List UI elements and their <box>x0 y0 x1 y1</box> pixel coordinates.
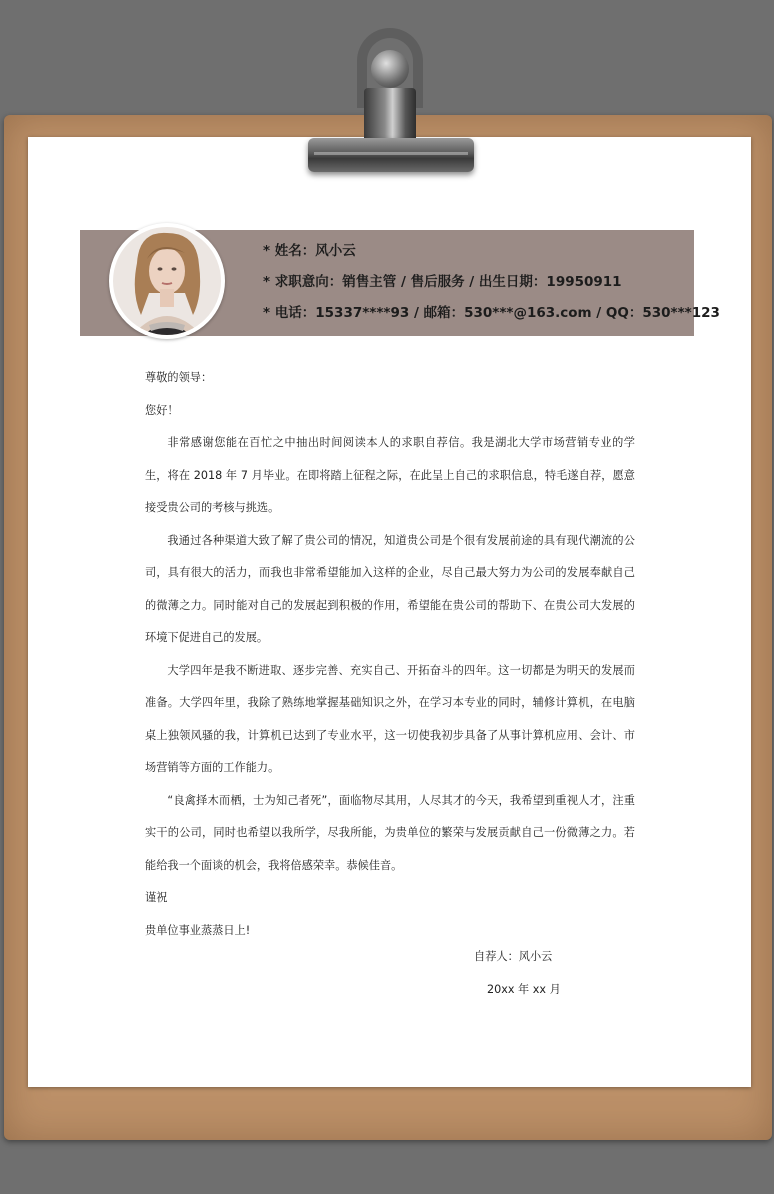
clip-base <box>308 138 474 172</box>
contact-line: * 电话：15337****93 / 邮箱：530***@163.com / QQ：530***123 <box>263 305 720 321</box>
clip-body <box>364 88 416 140</box>
closing: 谨祝 <box>145 891 168 904</box>
date: 20xx 年 xx 月 <box>487 983 561 996</box>
job-intent-line: * 求职意向：销售主管 / 售后服务 / 出生日期：19950911 <box>263 274 622 290</box>
avatar <box>109 223 225 339</box>
portrait-photo-icon <box>109 223 225 339</box>
paragraph: 我通过各种渠道大致了解了贵公司的情况，知道贵公司是个很有发展前途的具有现代潮流的公司，具有很大的活力，而我也非常希望能加入这样的企业，尽自己最大努力为公司的发展奉献自己的微薄之力。同时能对自己的发展起到积极的作用，希望能在贵公司的帮助下、在贵公司大发展的环境下促进自己的发展。 <box>145 533 635 644</box>
paragraph: 大学四年是我不断进取、逐步完善、充实自己、开拓奋斗的四年。这一切都是为明天的发展而准备。大学四年里，我除了熟练地掌握基础知识之外，在学习本专业的同时，辅修计算机，在电脑桌上独领风骚的我，计算机已达到了专业水平，这一切使我初步具备了从事计算机应用、会计、市场营销等方面的工作能力。 <box>145 663 635 774</box>
wish: 贵单位事业蒸蒸日上! <box>145 923 251 937</box>
cover-letter <box>145 362 635 947</box>
signer: 自荐人：风小云 <box>474 950 553 963</box>
greeting: 尊敬的领导： <box>145 371 213 384</box>
clip-knob <box>371 50 409 88</box>
paragraph: “良禽择木而栖，士为知己者死”，面临物尽其用，人尽其才的今天，我希望到重视人才，注重实干的公司，同时也希望以我所学，尽我所能，为贵单位的繁荣与发展贡献自己一份微薄之力。若能给我一个面谈的机会，我将倍感荣幸。恭候佳音。 <box>145 793 635 872</box>
paragraph: 非常感谢您能在百忙之中抽出时间阅读本人的求职自荐信。我是湖北大学市场营销专业的学生，将在 2018 年 7 月毕业。在即将踏上征程之际，在此呈上自己的求职信息，特毛遂自荐，愿意接受贵公司的考核与挑选。 <box>145 436 635 514</box>
name-line: * 姓名：风小云 <box>263 243 356 259</box>
hello: 您好！ <box>145 403 179 417</box>
